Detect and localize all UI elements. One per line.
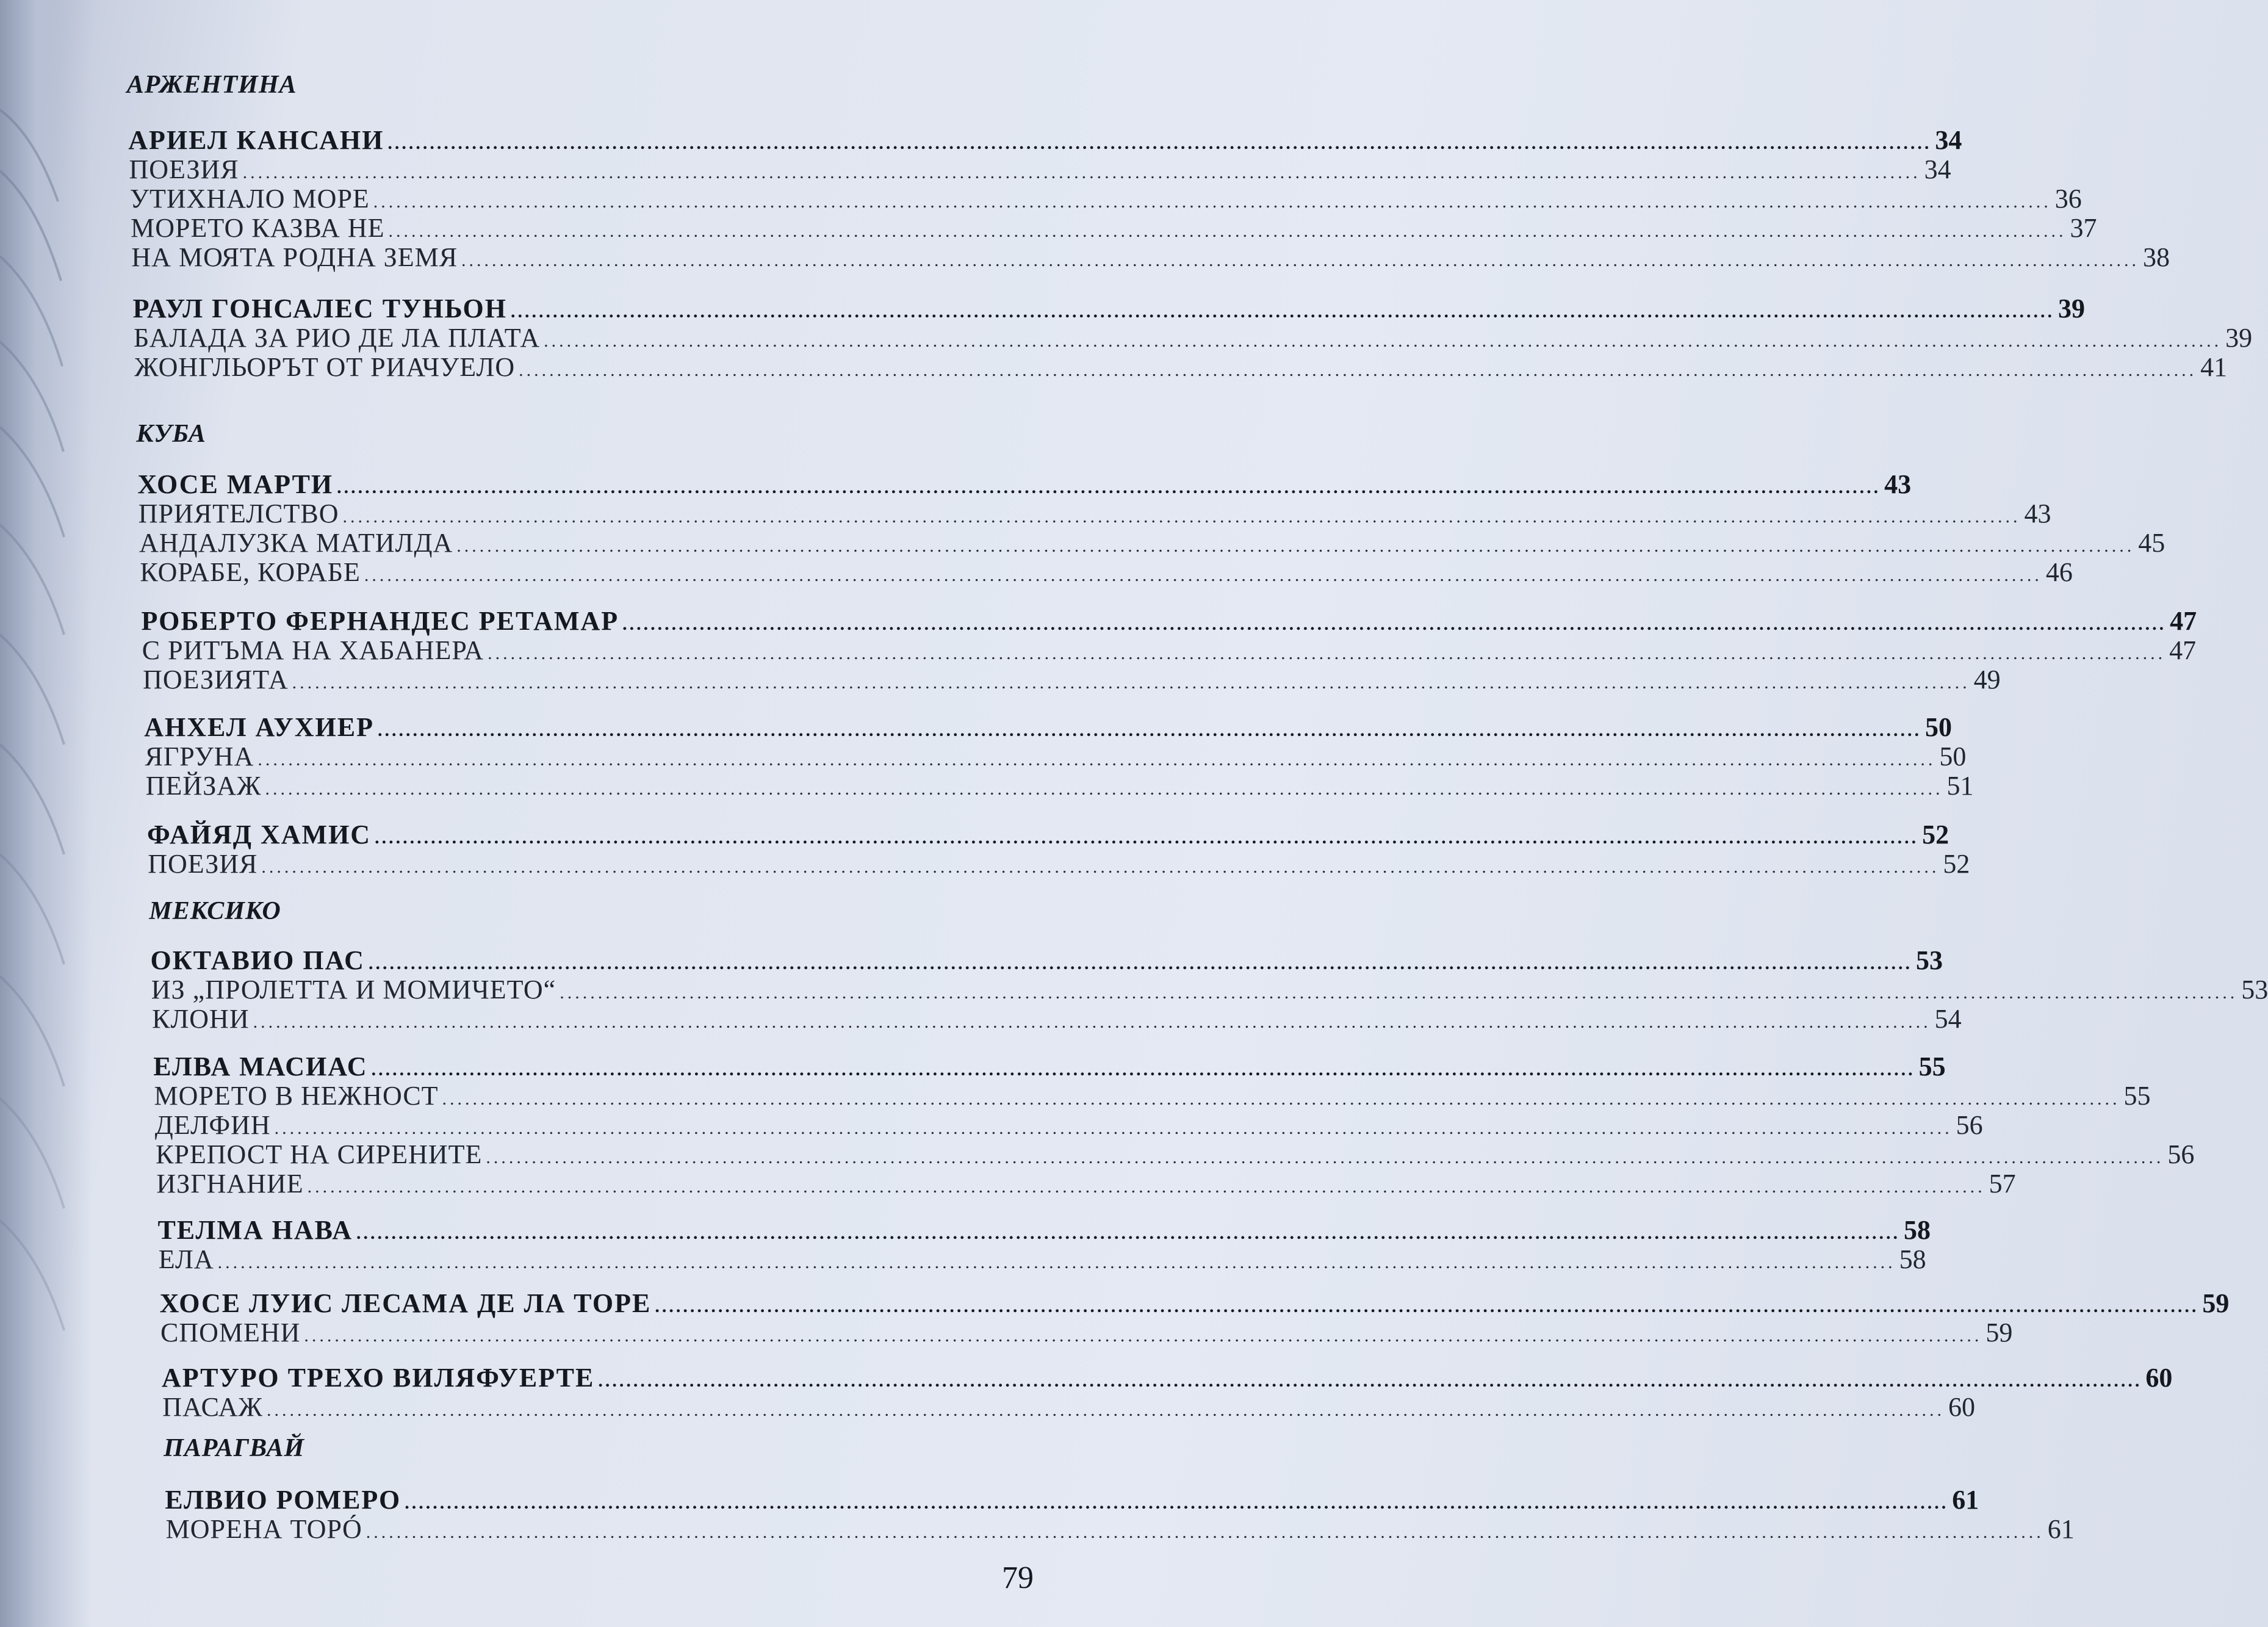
dot-leader: ............................................................................................................................................................................................................................ [442,1089,2120,1109]
page-ref: 36 [2054,184,2082,214]
author-name: АНХЕЛ АУХИЕР [144,712,374,742]
author-name: ХОСЕ ЛУИС ЛЕСАМА ДЕ ЛА ТОРЕ [159,1288,652,1318]
toc-poem-entry [156,1139,2195,1169]
toc-poem-entry [158,1244,1926,1274]
toc-poem-entry [162,1392,1975,1422]
author-name: ТЕЛМА НАВА [157,1215,353,1245]
toc-author-entry [153,1052,1946,1081]
toc-poem-entry [138,499,2051,529]
dot-leader: ............................................................................................................................................................................................................................ [461,250,2140,270]
dot-leader: ............................................................................................................................................................................................................................ [560,983,2238,1003]
toc-author-entry [157,1215,1931,1245]
dot-leader: ............................................................................................................................................................................................................................ [511,301,2055,322]
author-name: ОКТАВИО ПАС [150,945,365,975]
poem-title: ИЗГНАНИЕ [156,1169,304,1199]
toc-poem-entry [133,323,2253,353]
toc-poem-entry [131,242,2170,272]
toc-poem-entry [134,352,2228,382]
page-ref: 38 [2143,242,2170,272]
country-heading: АРЖЕНТИНА [126,71,297,99]
dot-leader: ............................................................................................................................................................................................................................ [373,192,2051,212]
toc-poem-entry [129,184,2082,214]
dot-leader: ............................................................................................................................................................................................................................ [456,536,2135,556]
page-ref: 34 [1935,125,1962,155]
dot-leader: ............................................................................................................................................................................................................................ [375,828,1919,848]
page-ref: 45 [2138,528,2165,558]
toc-author-entry [146,820,1949,850]
dot-leader: ............................................................................................................................................................................................................................ [519,360,2197,380]
author-name: АРТУРО ТРЕХО ВИЛЯФУЕРТЕ [161,1363,595,1393]
author-name: РАУЛ ГОНСАЛЕС ТУНЬОН [132,294,508,323]
poem-title: ПРИЯТЕЛСТВО [138,499,339,529]
poem-title: КОРАБЕ, КОРАБЕ [140,557,361,587]
page-ref: 37 [2070,213,2097,243]
page-ref: 61 [2047,1514,2075,1544]
dot-leader: ............................................................................................................................................................................................................................ [337,477,1881,497]
dot-leader: ............................................................................................................................................................................................................................ [364,565,2042,585]
poem-title: НА МОЯТА РОДНА ЗЕМЯ [131,242,458,272]
page-ref: 52 [1922,820,1949,850]
dot-leader: ............................................................................................................................................................................................................................ [598,1371,2142,1391]
page-ref: 57 [1989,1169,2016,1199]
poem-title: УТИХНАЛО МОРЕ [129,184,370,214]
page-ref: 58 [1899,1244,1926,1274]
dot-leader: ............................................................................................................................................................................................................................ [365,1522,2044,1542]
poem-title: ПОЕЗИЯТА [143,665,289,694]
author-name: ЕЛВА МАСИАС [153,1052,368,1081]
toc-poem-entry [131,213,2097,243]
page-ref: 51 [1946,771,1974,801]
poem-title: МОРЕТО КАЗВА НЕ [131,213,385,243]
poem-title: МОРЕНА ТОРÓ [165,1514,362,1544]
poem-title: КРЕПОСТ НА СИРЕНИТЕ [156,1139,483,1169]
dot-leader: ............................................................................................................................................................................................................................ [377,720,1921,740]
dot-leader: ............................................................................................................................................................................................................................ [292,673,1970,693]
poem-title: ИЗ „ПРОЛЕТТА И МОМИЧЕТО“ [151,975,556,1005]
toc-poem-entry [142,635,2197,665]
toc-author-entry [165,1485,1979,1515]
page-ref: 60 [1948,1392,1975,1422]
poem-title: БАЛАДА ЗА РИО ДЕ ЛА ПЛАТА [133,323,541,353]
dot-leader: ............................................................................................................................................................................................................................ [655,1296,2199,1316]
dot-leader: ............................................................................................................................................................................................................................ [253,1012,1931,1032]
toc-poem-entry [139,528,2165,558]
dot-leader: ............................................................................................................................................................................................................................ [304,1326,1982,1346]
poem-title: СПОМЕНИ [160,1318,301,1347]
page-ref: 34 [1924,154,1951,184]
dot-leader: ............................................................................................................................................................................................................................ [261,857,1940,877]
author-name: ХОСЕ МАРТИ [137,469,334,499]
author-name: ФАЙЯД ХАМИС [146,820,372,850]
page-ref: 55 [1918,1052,1946,1081]
country-heading: МЕКСИКО [149,897,281,925]
dot-leader: ............................................................................................................................................................................................................................ [266,1400,1945,1420]
poem-title: ПОЕЗИЯ [148,849,258,879]
page-ref: 59 [1985,1318,2013,1347]
poem-title: ПЕЙЗАЖ [145,771,262,801]
toc-poem-entry [154,1081,2151,1111]
author-name: РОБЕРТО ФЕРНАНДЕС РЕТАМАР [141,606,619,636]
toc-author-entry [141,606,2197,636]
country-heading: ПАРАГВАЙ [164,1434,305,1462]
dot-leader: ............................................................................................................................................................................................................................ [274,1118,1953,1138]
page-ref: 58 [1904,1215,1931,1245]
country-heading: КУБА [136,420,206,448]
page-ref: 47 [2170,606,2197,636]
poem-title: ПАСАЖ [162,1392,263,1422]
page-ref: 55 [2123,1081,2151,1111]
page-ref: 60 [2145,1363,2173,1393]
toc-author-entry [150,945,1943,975]
dot-leader: ............................................................................................................................................................................................................................ [307,1177,1985,1197]
page-ref: 53 [1915,945,1943,975]
page-ref: 56 [1956,1110,1983,1140]
toc-poem-entry [154,1110,1983,1140]
poem-title: ДЕЛФИН [154,1110,271,1140]
toc-author-entry [159,1288,2230,1318]
page-number: 79 [1002,1560,1034,1595]
dot-leader: ............................................................................................................................................................................................................................ [242,162,1921,182]
toc-author-entry [137,469,1912,499]
dot-leader: ............................................................................................................................................................................................................................ [387,133,1932,153]
page-ref: 41 [2200,352,2228,382]
page-ref: 39 [2225,323,2253,353]
toc-poem-entry [129,154,1951,184]
poem-title: С РИТЪМА НА ХАБАНЕРА [142,635,484,665]
dot-leader: ............................................................................................................................................................................................................................ [217,1252,1896,1272]
toc-poem-entry [145,771,1974,801]
dot-leader: ............................................................................................................................................................................................................................ [257,749,1936,770]
toc-poem-entry [140,557,2073,587]
poem-title: АНДАЛУЗКА МАТИЛДА [139,528,453,558]
dot-leader: ............................................................................................................................................................................................................................ [544,331,2222,351]
dot-leader: ............................................................................................................................................................................................................................ [371,1059,1915,1080]
page-ref: 50 [1924,712,1952,742]
toc-author-entry [132,294,2086,323]
toc-poem-entry [165,1514,2075,1544]
page-ref: 47 [2169,635,2197,665]
poem-title: МОРЕТО В НЕЖНОСТ [154,1081,439,1111]
dot-leader: ............................................................................................................................................................................................................................ [265,779,1943,799]
toc-poem-entry [152,1004,1962,1034]
toc-poem-entry [145,741,1967,771]
page-ref: 43 [2024,499,2051,529]
page-ref: 46 [2045,557,2073,587]
page-ref: 56 [2167,1139,2195,1169]
page-ref: 49 [1973,665,2001,694]
page-ref: 54 [1934,1004,1962,1034]
dot-leader: ............................................................................................................................................................................................................................ [488,643,2166,663]
poem-title: ЖОНГЛЬОРЪТ ОТ РИАЧУЕЛО [134,352,516,382]
toc-poem-entry [156,1169,2016,1199]
page-ref: 39 [2058,294,2086,323]
dot-leader: ............................................................................................................................................................................................................................ [486,1147,2164,1167]
dot-leader: ............................................................................................................................................................................................................................ [342,507,2021,527]
poem-title: ЕЛА [158,1244,214,1274]
author-name: АРИЕЛ КАНСАНИ [128,125,384,155]
dot-leader: ............................................................................................................................................................................................................................ [405,1493,1949,1513]
poem-title: ПОЕЗИЯ [129,154,239,184]
dot-leader: ............................................................................................................................................................................................................................ [622,614,2167,634]
poem-title: КЛОНИ [152,1004,250,1034]
toc-author-entry [161,1363,2173,1393]
toc-poem-entry [151,975,2268,1005]
page-ref: 52 [1943,849,1970,879]
toc-poem-entry [143,665,2001,694]
toc-poem-entry [148,849,1970,879]
page-ref: 59 [2202,1288,2230,1318]
page-ref: 50 [1939,741,1967,771]
page-ref: 61 [1952,1485,1979,1515]
poem-title: ЯГРУНА [145,741,254,771]
toc-poem-entry [160,1318,2013,1347]
page-ref: 43 [1884,469,1912,499]
dot-leader: ............................................................................................................................................................................................................................ [388,221,2067,241]
author-name: ЕЛВИО РОМЕРО [165,1485,401,1515]
dot-leader: ............................................................................................................................................................................................................................ [368,953,1912,973]
page-ref: 53 [2241,975,2268,1005]
toc-author-entry [144,712,1952,742]
dot-leader: ............................................................................................................................................................................................................................ [356,1223,1900,1243]
toc-author-entry [128,125,1962,155]
